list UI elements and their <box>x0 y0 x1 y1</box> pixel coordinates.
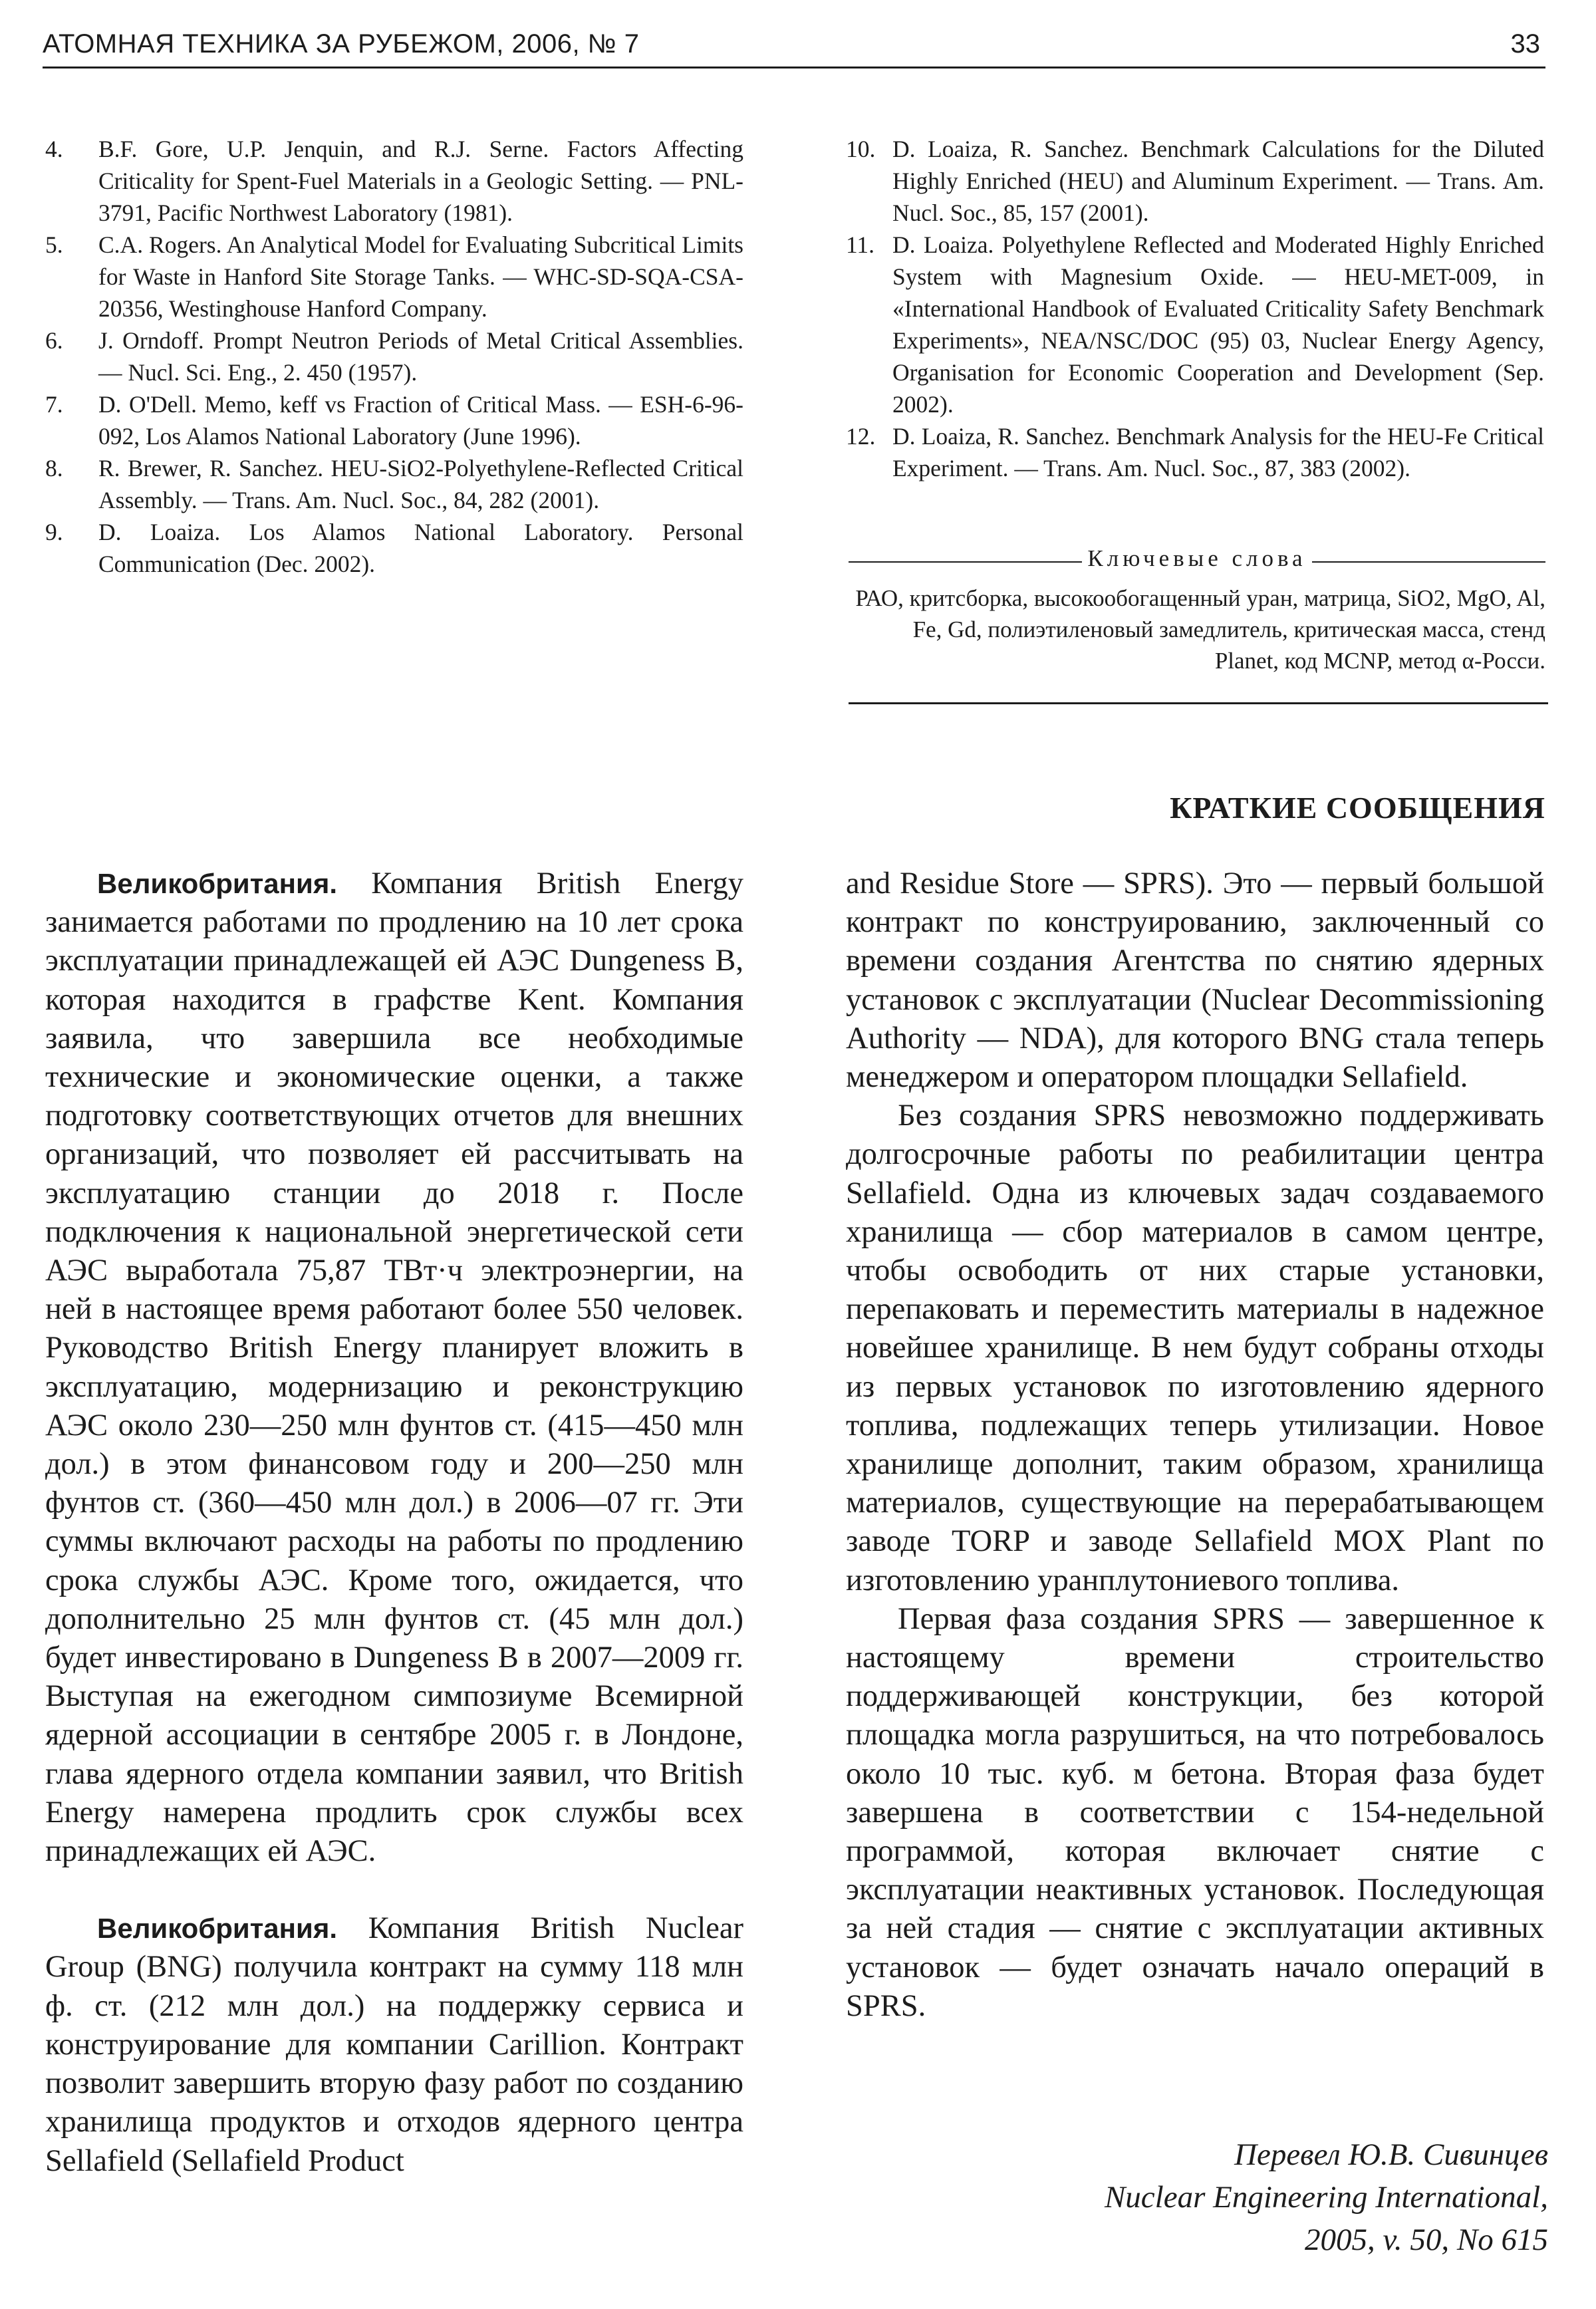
reference-list-left <box>45 133 743 580</box>
translator: Перевел Ю.В. Сивинцев <box>1234 2137 1548 2172</box>
reference-list-right <box>846 133 1544 484</box>
reference-item: 11. D. Loaiza. Polyethylene Reflected and Moderated Highly Enriched System with Magnesium Oxide. — HEU-MET-009, in «International Handbook of Evaluated Criticality Safety Benchmark Experiments», NEA/NSC/DOC (95) 03, Nuclear Energy Agency, Organisation for Economic Cooperation and Development (Sep. 2002). <box>846 231 1544 418</box>
reference-item: 7. D. O'Dell. Memo, keff vs Fraction of Critical Mass. — ESH-6-96-092, Los Alamos National Laboratory (June 1996). <box>45 391 743 450</box>
running-header <box>43 27 1545 68</box>
news-item-2-paragraph: Первая фаза создания SPRS — завершенное к настоящему времени строительство поддерживающей конструкции, без которой площадка могла разрушиться, на что потребовалось около 10 тыс. куб. м бетона. Вторая фаза будет завершена в соответствии с 154-недельной программой, которая включает снятие с эксплуатации неактивных установок. Последующая за ней стадия — снятие с эксплуатации активных установок — будет означать начало операций в SPRS. <box>846 1601 1544 2023</box>
reference-item: 6. J. Orndoff. Prompt Neutron Periods of Metal Critical Assemblies. — Nucl. Sci. Eng., 2. 450 (1957). <box>45 327 743 386</box>
reference-item: 10. D. Loaiza, R. Sanchez. Benchmark Calculations for the Diluted Highly Enriched (HEU) and Aluminum Experiment. — Trans. Am. Nucl. Soc., 85, 157 (2001). <box>846 136 1544 226</box>
reference-item: 12. D. Loaiza, R. Sanchez. Benchmark Analysis for the HEU-Fe Critical Experiment. — Trans. Am. Nucl. Soc., 87, 383 (2002). <box>846 423 1544 481</box>
news-item-1 <box>45 865 743 1871</box>
page-number: 33 <box>1510 29 1540 59</box>
news-text: Компания British Energy занимается работами по продлению на 10 лет срока эксплуатации принадлежащей ей АЭС Dungeness B, которая находится в графстве Kent. Компания заявила, что завершила все необходимые технические и экономические оценки, а также подготовку соответствующих отчетов для внешних организаций, что позволяет ей рассчитывать на эксплуатацию станции до 2018 г. После подключения к национальной энергетической сети АЭС выработала 75,87 ТВт·ч электроэнергии, на ней в настоящее время работают более 550 человек. Руководство British Energy планирует вложить в эксплуатацию, модернизацию и реконструкцию АЭС около 230—250 млн фунтов ст. (415—450 млн дол.) в этом финансовом году и 200—250 млн фунтов ст. (360—450 млн дол.) в 2006—07 гг. Эти суммы включают расходы на работы по продлению срока службы АЭС. Кроме того, ожидается, что дополнительно 25 млн фунтов ст. (45 млн дол.) будет инвестировано в Dungeness B в 2007—2009 гг. Выступая на ежегодном симпозиуме Всемирной ядерной ассоциации в сентябре 2005 г. в Лондоне, глава ядерного отдела компании заявил, что British Energy намерена продлить срок службы всех принадлежащих ей АЭС. <box>45 867 743 1869</box>
reference-item: 4. B.F. Gore, U.P. Jenquin, and R.J. Serne. Factors Affecting Criticality for Spent-Fuel Materials in a Geologic Setting. — PNL-3791, Pacific Northwest Laboratory (1981). <box>45 136 743 226</box>
keywords-text: РАО, критсборка, высокообогащенный уран, матрица, SiO2, MgO, Al, Fe, Gd, полиэтиленовый замедлитель, критическая масса, стенд Planet, код MCNP, метод α-Росси. <box>855 585 1545 674</box>
section-title: КРАТКИЕ СООБЩЕНИЯ <box>1170 791 1545 825</box>
news-country: Великобритания. <box>97 1913 338 1945</box>
news-column-left <box>45 865 743 2181</box>
news-country: Великобритания. <box>97 868 338 899</box>
reference-item: 5. C.A. Rogers. An Analytical Model for Evaluating Subcritical Limits for Waste in Hanford Site Storage Tanks. — WHC-SD-SQA-CSA-20356, Westinghouse Hanford Company. <box>45 231 743 322</box>
source-line: Nuclear Engineering International, <box>1104 2180 1548 2215</box>
news-item-2 <box>45 1909 743 2180</box>
keywords-heading <box>849 545 1545 579</box>
news-text: Компания British Nuclear Group (BNG) получила контракт на сумму 118 млн ф. ст. (212 млн дол.) на поддержку сервиса и конструирование для компании Carillion. Контракт позволит завершить вторую фазу работ по созданию хранилища продуктов и отходов ядерного центра Sellafield (Sellafield Product <box>45 1911 743 2178</box>
reference-item: 9. D. Loaiza. Los Alamos National Laboratory. Personal Communication (Dec. 2002). <box>45 519 743 577</box>
news-column-right <box>846 865 1544 2026</box>
journal-title: АТОМНАЯ ТЕХНИКА ЗА РУБЕЖОМ, 2006, № 7 <box>43 29 640 59</box>
keywords-title: Ключевые слова <box>1082 545 1311 571</box>
news-item-2-paragraph: Без создания SPRS невозможно поддерживать долгосрочные работы по реабилитации центра Sellafield. Одна из ключевых задач создаваемого хранилища — сбор материалов в самом центре, чтобы освободить от них старые установки, перепаковать и переместить материалы в надежное новейшее хранилище. В нем будут собраны отходы из первых установок по изготовлению ядерного топлива, подлежащих теперь утилизации. Новое хранилище дополнит, таким образом, хранилища материалов, существующие на перерабатывающем заводе TORP и заводе Sellafield MOX Plant по изготовлению уранплутониевого топлива. <box>846 1099 1544 1597</box>
keywords-bottom-rule <box>849 702 1548 704</box>
signature <box>1105 2133 1548 2261</box>
source-line: 2005, v. 50, No 615 <box>1305 2223 1548 2257</box>
reference-item: 8. R. Brewer, R. Sanchez. HEU-SiO2-Polyethylene-Reflected Critical Assembly. — Trans. Am. Nucl. Soc., 84, 282 (2001). <box>45 455 743 513</box>
news-item-2-continued: and Residue Store — SPRS). Это — первый большой контракт по конструированию, заключенный со времени создания Агентства по снятию ядерных установок с эксплуатации (Nuclear Decommissioning Authority — NDA), для которого BNG стала теперь менеджером и оператором площадки Sellafield. <box>846 867 1544 1095</box>
